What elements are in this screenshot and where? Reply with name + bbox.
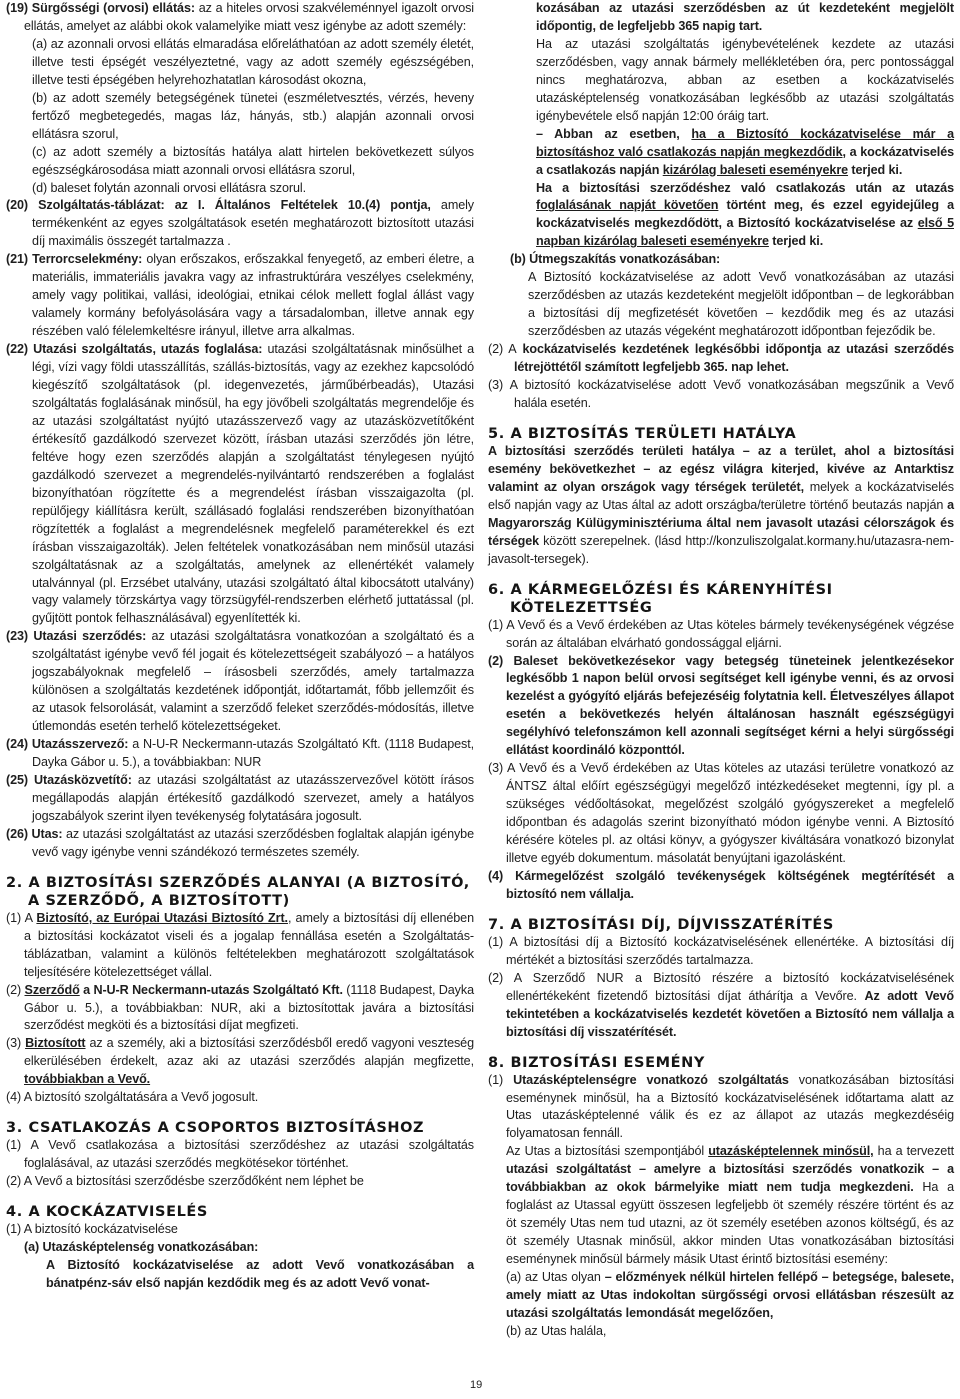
section-2-heading: 2. A BIZTOSÍTÁSI SZERZŐDÉS ALANYAI (A BIZTOSÍTÓ, — [6, 874, 470, 891]
section-7-para-1: (1) A biztosítási díj a Biztosító kockázatviselésének ellenértéke. A biztosítási díj mértékét a biztosítási szerződés tartalmazza. — [488, 934, 954, 967]
rule-emphasis: foglalásának napját követően — [536, 198, 719, 213]
clause-term: Sürgősségi (orvosi) ellátás: — [31, 1, 195, 15]
section-7-para-2 — [488, 970, 954, 1042]
section-8-item-b: (b) az Utas halála, — [506, 1323, 607, 1338]
clause-term: Utazásképtelenségre vonatkozó szolgáltatás — [513, 1072, 789, 1087]
clause-text: az a hiteles orvosi szakvéleménnyel igazolt orvosi ellátás, amelyet az alábbi okok valamelyike miatt vesz igénybe az adott személy: — [24, 1, 474, 33]
clause-emphasis: utazásképtelennek minősül, — [708, 1144, 874, 1159]
section-4-b-heading: (b) Útmegszakítás vonatkozásában: — [510, 252, 721, 267]
rule-emphasis: ha a Biztosító kockázatviselése már a biztosításhoz való csatlakozás napján megkezdődik — [536, 126, 954, 159]
definition-23 — [6, 628, 474, 736]
section-4-a-first-5-days-rule — [488, 180, 954, 252]
left-column — [6, 0, 474, 1293]
section-4-para-1: (1) A biztosító kockázatviselése — [6, 1222, 178, 1237]
clause-number: (1) A — [6, 910, 37, 925]
section-2-para-2 — [6, 982, 474, 1036]
section-2-heading-cont: A SZERZŐDŐ, A BIZTOSÍTOTT) — [28, 892, 290, 909]
clause-term: Utas: — [31, 826, 63, 841]
section-7-heading: 7. A BIZTOSÍTÁSI DÍJ, DÍJVISSZATÉRÍTÉS — [488, 916, 834, 933]
section-3-para-2: (2) A Vevő a biztosítási szerződésbe szerződőként nem léphet be — [6, 1174, 364, 1189]
clause-text: vonatkozásában biztosítási eseménynek minősül, ha a Biztosító kockázatviselésének időtartama alatt az Utas utazásképtelenné válik és ez az állapot az utazás megkezdéséig folyamatosan fennáll. — [506, 1072, 954, 1141]
section-4-a-same-day-rule — [488, 126, 954, 180]
section-6-para-3: (3) A Vevő és a Vevő érdekében az Utas köteles az utazási területre vonatkozó az ÁNTSZ által előírt egészségügyi megelőző intézkedéseket megtenni, így pl. a szükséges védőoltásokat, megelőzést szolgáló gyógyszereket a megfelelő időpontban és adagolás szerint bizonyítható módon igénybe venni. A Biztosító kérésére köteles pl. az oltási könyv, a gyógyszer kiváltására vonatkozó bizonylat illetve egyéb dokumentum. másolatát benyújtani igazolásként. — [488, 761, 954, 865]
section-4-para-3: (3) A biztosító kockázatviselése adott Vevő vonatkozásában megszűnik a Vevő halála esetén. — [488, 378, 954, 410]
clause-text: (1118 Budapest, Dayka Gábor u. 5.), a továbbiakban: NUR, aki a biztosítottak javára a biztosítási szerződést megköti és a biztosítási díjat megfizeti. — [24, 982, 474, 1033]
section-8-heading: 8. BIZTOSÍTÁSI ESEMÉNY — [488, 1054, 705, 1071]
definition-19-d: (d) baleset folytán azonnali orvosi ellátásra szorul. — [32, 180, 307, 195]
rule-text: , a kockázatviselés a csatlakozás napján — [536, 144, 954, 177]
clause-term: Utazásközvetítő: — [34, 772, 132, 787]
clause-emphasis: utazási szolgáltatást – amelyre a biztosítási szerződés vonatkozik – a továbbiakban az okok bármelyike miatt nem tudja megkezdeni. — [506, 1162, 954, 1195]
clause-number: (21) — [6, 252, 28, 267]
clause-emphasis: A biztosítási szerződés területi hatálya – az a terület, ahol a biztosítási esemény bekövetkezhet – az egész világra kiterjed, kivéve az Antarktisz valamint az olyan országok vagy térségek területét, — [488, 443, 954, 494]
clause-term: Utazási szerződés: — [33, 629, 147, 644]
definition-21 — [6, 251, 474, 341]
section-4-a-hour-rule: Ha az utazási szolgáltatás igénybevételének kezdete az utazási szerződésben, vagy annak bármely mellékletében óra, perc pontossággal nincs meghatározva, abban az esetben a kockázatviselés utazásképtelenség vonatkozásában legkésőbb az utazási szolgáltatás igénybevétele első napján 12:00 óráig tart. — [536, 36, 954, 123]
clause-text: az utazási szolgáltatást az utazási szerződésben foglaltak alapján igénybe vevő vagy igénybe venni szándékozó természetes személy. — [32, 826, 474, 859]
section-6-heading-cont: KÖTELEZETTSÉG — [510, 599, 653, 616]
rule-emphasis: kizárólag baleseti eseményekre — [662, 162, 849, 177]
rule-text: történt meg, és ezzel egyidejűleg a kockázatviselés megkezdődött, a Biztosító kockázatviselése az — [536, 198, 954, 231]
section-2-para-4: (4) A biztosító szolgáltatására a Vevő jogosult. — [6, 1090, 259, 1105]
section-4-heading: 4. A KOCKÁZATVISELÉS — [6, 1204, 208, 1221]
rule-text: terjed ki. — [768, 234, 824, 249]
clause-text: kockázatviselés kezdetének legkésőbbi időpontja az utazási szerződés létrejöttétől számított legfeljebb 365. nap lehet. — [514, 342, 954, 375]
clause-text: az utazási szolgáltatást az utazásszervezővel kötött írásos megállapodás alapján értékesítő gazdálkodó szervezet, amely a hatályos jogszabályok szerint ilyen tevékenység folytatására jogosult. — [32, 772, 474, 823]
clause-number: (26) — [6, 826, 28, 841]
clause-text: amely termékenként az egyes szolgáltatások esetén meghatározott biztosított utazási díj maximális összegét tartalmazza . — [32, 198, 475, 249]
rule-text: – Abban az esetben, — [536, 126, 692, 141]
clause-text: , amely a biztosítási díj ellenében a biztosítási kockázatot viseli és a jogalap fennállása esetén a Szolgáltatás-táblázatban, valamint a különös feltételekben meghatározott szolgáltatások teljesítésére kötelezettséget vállal. — [24, 910, 474, 979]
definition-22 — [6, 341, 474, 628]
section-6-heading: 6. A KÁRMEGELŐZÉSI ÉS KÁRENYHÍTÉSI — [488, 581, 833, 598]
clause-term: Terrorcselekmény: — [32, 252, 143, 267]
section-3-heading: 3. CSATLAKOZÁS A CSOPORTOS BIZTOSÍTÁSHOZ — [6, 1120, 425, 1137]
definition-19 — [6, 0, 474, 36]
clause-text: (a) az Utas olyan — [506, 1270, 605, 1285]
rule-emphasis: első 5 napban kizárólag baleseti eseményekre — [536, 216, 954, 249]
section-6-para-1: (1) A Vevő és a Vevő érdekében az Utas köteles bármely tevékenységének végzése során az általában elvárható gondossággal eljárni. — [488, 617, 954, 650]
clause-term: továbbiakban a Vevő. — [24, 1072, 151, 1087]
section-8-item-a — [488, 1269, 954, 1323]
section-4-a-continued: kozásában az utazási szerződésben az út kezdeteként megjelölt időpontig, de legfeljebb 365 napig tart. — [536, 1, 954, 33]
right-column — [488, 0, 954, 1341]
section-6-para-2: (2) Baleset bekövetkezésekor vagy betegség tüneteinek jelentkezésekor legkésőbb 1 napon belül orvosi segítséget kell igénybe venni, és az orvosi kezelést a gyógyító eljárás befejezéséig folytatnia kell. Életveszélyes állapot esetén a bekövetkezés helyén általánosan használt egészségügyi segélyhívó telefonszámon kell azonnali segítséget kérni a helyi sürgősségi ellátást koordináló központtól. — [488, 653, 954, 758]
section-4-a-heading: (a) Utazásképtelenség vonatkozásában: — [24, 1240, 259, 1255]
clause-number: (1) — [488, 1072, 514, 1087]
definition-25 — [6, 772, 474, 826]
clause-text: (2) A Szerződő NUR a Biztosító részére a biztosító kockázatviselésének ellenértékeként fizetendő biztosítási díjat áthárítja a Vevőre. — [488, 970, 954, 1003]
section-3-para-1: (1) A Vevő csatlakozása a biztosítási szerződéshez az utazási szolgáltatás foglalásával, az utazási szerződés megkötésekor történhet. — [6, 1138, 474, 1171]
section-5-para — [488, 443, 954, 569]
clause-number: (2) A — [488, 342, 517, 357]
clause-emphasis: a Magyarország Külügyminisztériuma által nem javasolt utazási célországok és térségek — [488, 497, 954, 548]
definition-19-c: (c) az adott személy a biztosítás hatálya alatt hirtelen bekövetkezett súlyos egészségkárosodása miatt azonnali orvosi ellátásra szorul, — [32, 144, 474, 177]
clause-term: Utazási szolgáltatás, utazás foglalása: — [33, 342, 263, 357]
clause-text: az a személy, aki a biztosítási szerződésből eredő vagyoni veszteség elkerülésében érdekelt, azaz aki az utazási szerződés alapján megfizette, — [24, 1036, 474, 1069]
section-8-para-1 — [488, 1072, 954, 1144]
page-number: 19 — [470, 1379, 483, 1391]
clause-text: melyek a kockázatviselés első napján vagy az Utas által az adott országba/területre történő beutazás napján — [488, 479, 954, 512]
clause-text: Ha a foglalást az Utassal együtt összesen legfeljebb öt személy részére történt és az öt személy Utas nem tud utazni, az öt személy esetében azonos költségű, és az öt személy Utasnak minősül, akkor minden Utas vonatkozásában biztosítási eseménynek minősül bármely másik Utast érintő biztosítási esemény: — [506, 1180, 954, 1267]
clause-number: (25) — [6, 772, 28, 787]
clause-text: Az Utas a biztosítási szempontjából — [506, 1144, 709, 1159]
clause-emphasis: – előzmények nélkül hirtelen fellépő – betegsége, balesete, amely miatt az Utas indokoltan sürgősségi orvosi ellátásban részesült az utazási szolgáltatás lemondását megelőzően, — [506, 1270, 954, 1320]
clause-text: ha a tervezett — [873, 1144, 954, 1159]
clause-number: (24) — [6, 737, 28, 752]
definition-20 — [6, 197, 474, 251]
rule-text: Ha a biztosítási szerződéshez való csatlakozás után az utazás — [536, 180, 954, 195]
clause-number: (3) — [6, 1036, 26, 1051]
clause-term: Utazásszervező: — [31, 737, 129, 752]
clause-text: az utazási szolgáltatásra vonatkozóan a szolgáltató és a szolgáltatást igénybe vevő fél jogait és kötelezettségeit szabályozó – a hatályos jogszabályoknak megfelelő – írásosbeli szerződés, amely tartalmazza különösen a szolgáltatás kezdetének időpontját, időtartamát, főbb jellemzőit és az utasok felsorolását, valamint a szerződő feleket szerződés-módosítás, illetve útlemondás esetén terhelő kötelezettségeket. — [32, 629, 474, 734]
clause-text: olyan erőszakos, erőszakkal fenyegető, az emberi életre, a materiális, immateriális javakra vagy az infrastruktúrára veszélyes cselekmény, amely vagy politikai, vallási, ideológiai, etnikai célok mellett foglal állást vagy valamely kormány befolyásolására vagy a társadalomban, illetve annak egy részében való félelemkeltésre irányul, illetve arra alkalmas. — [32, 252, 474, 339]
section-8-para-2 — [488, 1143, 954, 1269]
section-2-para-3 — [6, 1035, 474, 1089]
section-4-a-text: A Biztosító kockázatviselése az adott Vevő vonatkozásában a bánatpénz-sáv első napján kezdődik meg és az adott Vevő vonat- — [46, 1258, 474, 1290]
definition-19-b: (b) az adott személy betegségének tünetei (eszméletvesztés, vérzés, heveny fertőző megbetegedés, magas láz, hányás, stb.) alapján azonnali orvosi ellátásra szorul, — [32, 90, 474, 141]
section-4-b-text: A Biztosító kockázatviselése az adott Vevő vonatkozásában az utazási szerződésben az utazás kezdeteként megjelölt időpontban – de legkorábban a biztosítási díj megfizetését követően – kezdődik meg és az utazási szerződésben az utazás végeként meghatározott időpontban fejeződik be. — [528, 270, 954, 339]
clause-text: utazási szolgáltatásnak minősülhet a légi, vízi vagy földi utasszállítás, szállás-biztosítás, vagy az ezekhez kapcsolódó kiegészítő szolgáltatások (pl. idegenvezetés, járműbérbeadás), Utazási szolgáltatás foglalásának minősül, ha egy jövőbeli szolgáltatás megrendelője és az utazási szolgáltatást nyújtó utazásszervező vagy az utazásközvetítőként értékesítő gazdálkodó szervezet között, írásban utazási szerződés jön létre, feltéve hogy ezen szerződés alapján a szolgáltatást ténylegesen nyújtó gazdálkodó szervezet a megrendelés-nyilvántartó rendszerében a foglalást bizonyíthatóan rögzítette és a megrendelést írásban visszaigazolta (pl. repülőjegy kiállításra került, szállásadó foglalási rendszerében bizonyíthatóan rögzítették a foglalást a megrendelésnek megfelelő paraméterekkel és ezt írásban visszaigazolták). Jelen feltételek vonatkozásában nem minősül utazási szolgáltatásnak az a szolgáltatás, amelynek az ellenértékét valamely utalvánnyal (pl. Erzsébet utalvány, utazási szolgáltató által kibocsátott utalvány) vagy valamely törzskártya vagy törzsügyfél-rendszerben elérhető juttatással (pl. gyűjtött pontok felhasználásával) egyenlítették ki. — [32, 342, 474, 626]
clause-term: Biztosító, az Európai Utazási Biztosító Zrt. — [36, 910, 288, 925]
clause-term: Biztosított — [25, 1036, 86, 1051]
clause-emphasis: Az adott Vevő tekintetében a kockázatviselés kezdetét követően a Biztosító nem vállalja a biztosítási díj visszatérítését. — [506, 988, 954, 1039]
definition-19-a: (a) az azonnali orvosi ellátás elmaradása előreláthatóan az adott személy életét, illetve testi épségét veszélyeztetné, vagy az adott személy egészségében, illetve testi épségében helyrehozhatatlan károsodást okozna, — [32, 36, 474, 87]
clause-number: (19) — [6, 1, 28, 15]
clause-text: között szerepelnek. (lásd http://konzuliszolgalat.kormany.hu/utazasra-nem-javasolt-tersegek). — [488, 533, 954, 566]
section-5-heading: 5. A BIZTOSÍTÁS TERÜLETI HATÁLYA — [488, 425, 797, 442]
clause-term: a N-U-R Neckermann-utazás Szolgáltató Kft. — [83, 982, 343, 997]
clause-number: (22) — [6, 342, 28, 357]
section-6-para-4: (4) Kármegelőzést szolgáló tevékenységek költségének megtérítését a biztosító nem vállalja. — [488, 868, 954, 901]
definition-24 — [6, 736, 474, 772]
clause-term: Szerződő — [24, 982, 80, 997]
clause-number: (23) — [6, 629, 28, 644]
clause-term: Szolgáltatás-táblázat: az I. Általános Feltételek 10.(4) pontja, — [38, 198, 431, 213]
clause-text: a N-U-R Neckermann-utazás Szolgáltató Kft. (1118 Budapest, Dayka Gábor u. 5.), a továbbiakban: NUR — [32, 737, 474, 770]
section-4-para-2 — [488, 341, 954, 377]
rule-text: terjed ki. — [848, 162, 903, 177]
clause-number: (2) — [6, 982, 25, 997]
section-2-para-1 — [6, 910, 474, 982]
clause-number: (20) — [6, 198, 28, 213]
definition-26 — [6, 826, 474, 862]
